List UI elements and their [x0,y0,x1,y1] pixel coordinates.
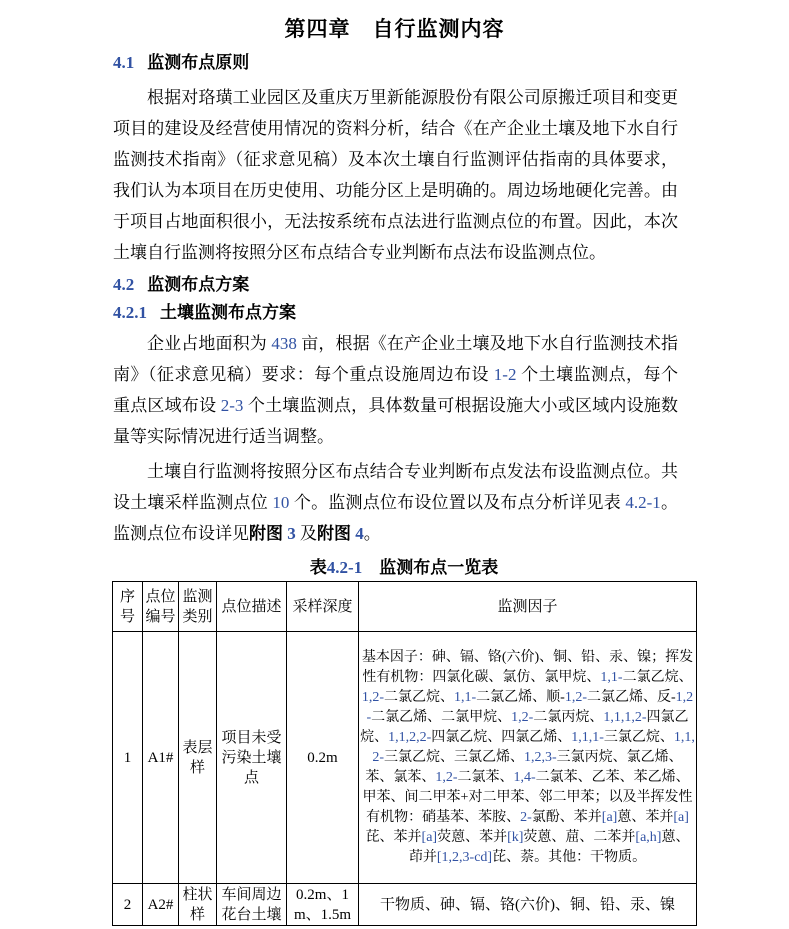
table-row [113,884,697,926]
cell-factors: 基本因子：砷、镉、铬(六价)、铜、铅、汞、镍；挥发性有机物：四氯化碳、氯仿、氯甲烷、1,1-二氯乙烷、1,2-二氯乙烷、1,1-二氯乙烯、顺-1,2-二氯乙烯、反-1,2-二氯乙烯、二氯甲烷、1,2-二氯丙烷、1,1,1,2-四氯乙烷、1,1,2,2-四氯乙烷、四氯乙烯、1,1,1-三氯乙烷、1,1,2-三氯乙烷、三氯乙烯、1,2,3-三氯丙烷、氯乙烯、苯、氯苯、1,2-二氯苯、1,4-二氯苯、乙苯、苯乙烯、甲苯、间二甲苯+对二甲苯、邻二甲苯；以及半挥发性有机物：硝基苯、苯胺、2-氯酚、苯并[a]蒽、苯并[a]芘、苯并[a]荧蒽、苯并[k]荧蒽、䓛、二苯并[a,h]蒽、茚并[1,2,3-cd]芘、萘。其他：干物质。 [359,632,697,884]
paragraph-area-requirements: 企业占地面积为 438 亩，根据《在产企业土壤及地下水自行监测技术指南》（征求意见稿）要求：每个重点设施周边布设 1-2 个土壤监测点，每个重点区域布设 2-3 个土壤监测点，具体数量可根据设施大小或区域内设施数量等实际情况进行适当调整。 [113,334,679,446]
section-heading-4-2 [113,274,789,296]
monitoring-points-table [112,581,697,926]
col-header-factors: 监测因子 [359,582,697,632]
cell-point-id: A1# [143,632,179,884]
cell-category: 表层样 [179,632,217,884]
col-header-category: 监测类别 [179,582,217,632]
section-heading-4-2-1 [113,302,789,324]
section-title-4-2: 监测布点方案 [147,275,250,294]
paragraph-point-layout: 土壤自行监测将按照分区布点结合专业判断布点发法布设监测点位。共设土壤采样监测点位 10 个。监测点位布设位置以及布点分析详见表 4.2-1。监测点位布设详见附图 3 及附图 4。 [113,462,679,543]
cell-seq: 2 [113,884,143,926]
paragraph-principles: 根据对珞璜工业园区及重庆万里新能源股份有限公司原搬迁项目和变更项目的建设及经营使用情况的资料分析，结合《在产企业土壤及地下水自行监测技术指南》（征求意见稿）及本次土壤自行监测评估指南的具体要求，我们认为本项目在历史使用、功能分区上是明确的。周边场地硬化完善。由于项目占地面积很小，无法按系统布点法进行监测点位的布置。因此，本次土壤自行监测将按照分区布点结合专业判断布点法布设监测点位。 [113,88,678,262]
cell-description: 项目未受污染土壤点 [217,632,287,884]
section-title-4-2-1: 土壤监测布点方案 [160,303,296,322]
section-number-4-1: 4.1 [113,53,135,72]
cell-depth: 0.2m [287,632,359,884]
cell-seq: 1 [113,632,143,884]
section-number-4-2: 4.2 [113,275,135,294]
cell-depth: 0.2m、1m、1.5m [287,884,359,926]
table-row [113,632,697,884]
section-number-4-2-1: 4.2.1 [113,303,147,322]
chapter-title: 第四章 自行监测内容 [284,17,505,41]
section-title-4-1: 监测布点原则 [147,53,250,72]
cell-factors: 干物质、砷、镉、铬(六价)、铜、铅、汞、镍 [359,884,697,926]
col-header-seq: 序号 [113,582,143,632]
col-header-description: 点位描述 [217,582,287,632]
cell-description: 车间周边花台土壤 [217,884,287,926]
section-heading-4-1 [113,52,789,74]
table-caption: 表4.2-1 监测布点一览表 [309,558,499,577]
col-header-depth: 采样深度 [287,582,359,632]
cell-category: 柱状样 [179,884,217,926]
col-header-point-id: 点位编号 [143,582,179,632]
cell-point-id: A2# [143,884,179,926]
table-header-row [113,582,697,632]
